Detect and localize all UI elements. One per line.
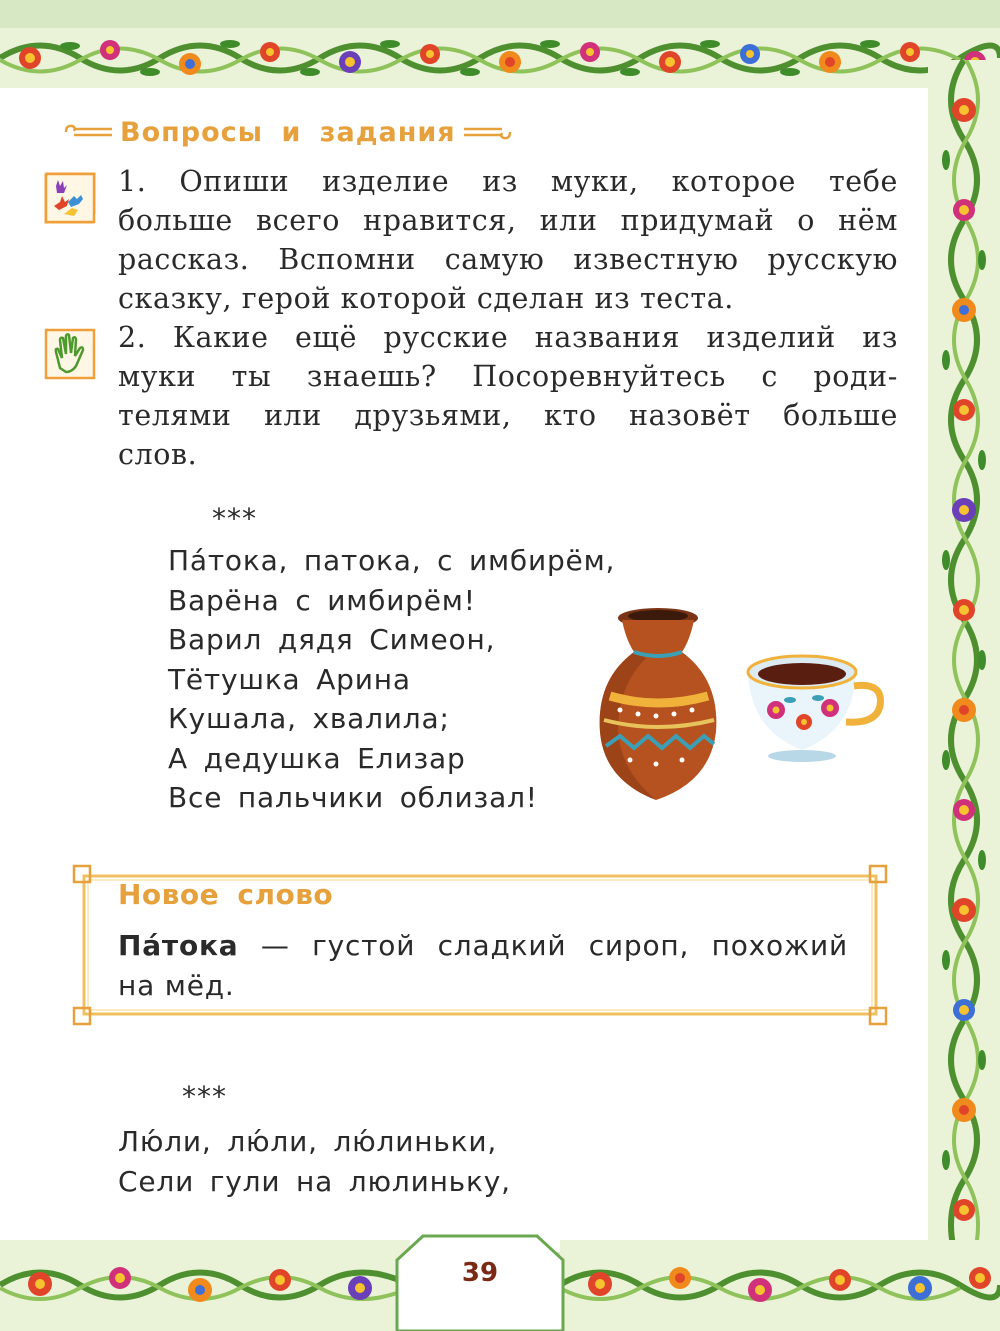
task-2-line: 2. Какие ещё русские названия изделий из	[118, 321, 898, 354]
poem-1-line: Все пальчики облизал!	[168, 781, 538, 814]
floral-border-top	[0, 28, 1000, 88]
new-word-definition-line-1: — густой сладкий сироп, похожий	[238, 929, 848, 962]
colorful-hands-icon	[42, 170, 98, 226]
task-1-text	[118, 162, 898, 318]
floral-border-bottom-right	[560, 1240, 1000, 1331]
new-word-term: Па́тока	[118, 929, 239, 962]
poem-2	[118, 1122, 511, 1201]
poem-1-line: А дедушка Елизар	[168, 741, 466, 775]
new-word-definition	[118, 926, 848, 1006]
section-title: Вопросы и задания	[120, 116, 456, 148]
page-number: 39	[461, 1258, 499, 1288]
new-word-definition-line-2: на мёд.	[118, 969, 235, 1002]
heading-ornament-right-icon	[464, 122, 514, 142]
task-1-line: больше всего нравится, или придумай о нём	[118, 204, 898, 237]
poem-2-line: Сели гули на люлиньку,	[118, 1164, 511, 1198]
task-2-text	[118, 318, 898, 474]
poem-1-line: Тётушка Арина	[168, 662, 411, 696]
task-1-line: сказку, герой которой сделан из теста.	[118, 282, 734, 315]
poem-1-stars: ***	[212, 502, 257, 535]
new-word-title: Новое слово	[118, 878, 334, 911]
poem-1-line: Кушала, хвалила;	[168, 702, 450, 735]
task-1-line: рассказ. Вспомни самую известную русскую	[118, 243, 898, 276]
section-heading	[62, 112, 514, 152]
heading-ornament-left-icon	[62, 122, 112, 142]
poem-1	[168, 541, 615, 818]
poem-1-line: Варёна с имбирём!	[168, 583, 476, 617]
poem-2-stars: ***	[182, 1080, 227, 1113]
jug-and-cup-illustration	[590, 600, 900, 810]
task-1-line: 1. Опиши изделие из муки, которое тебе	[118, 165, 898, 198]
green-hand-icon	[42, 326, 98, 382]
floral-border-bottom-left	[0, 1240, 410, 1331]
task-2-line: слов.	[118, 438, 198, 471]
floral-border-right	[928, 60, 1000, 1280]
task-2-line: муки ты знаешь? Посоревнуйтесь с роди-	[118, 360, 898, 393]
task-2-line: телями или друзьями, кто назовёт больше	[118, 399, 898, 432]
poem-2-line: Лю́ли, лю́ли, лю́линьки,	[118, 1125, 498, 1158]
poem-1-line: Варил дядя Симеон,	[168, 623, 496, 656]
poem-1-line: Па́тока, патока, с имбирём,	[168, 544, 616, 577]
